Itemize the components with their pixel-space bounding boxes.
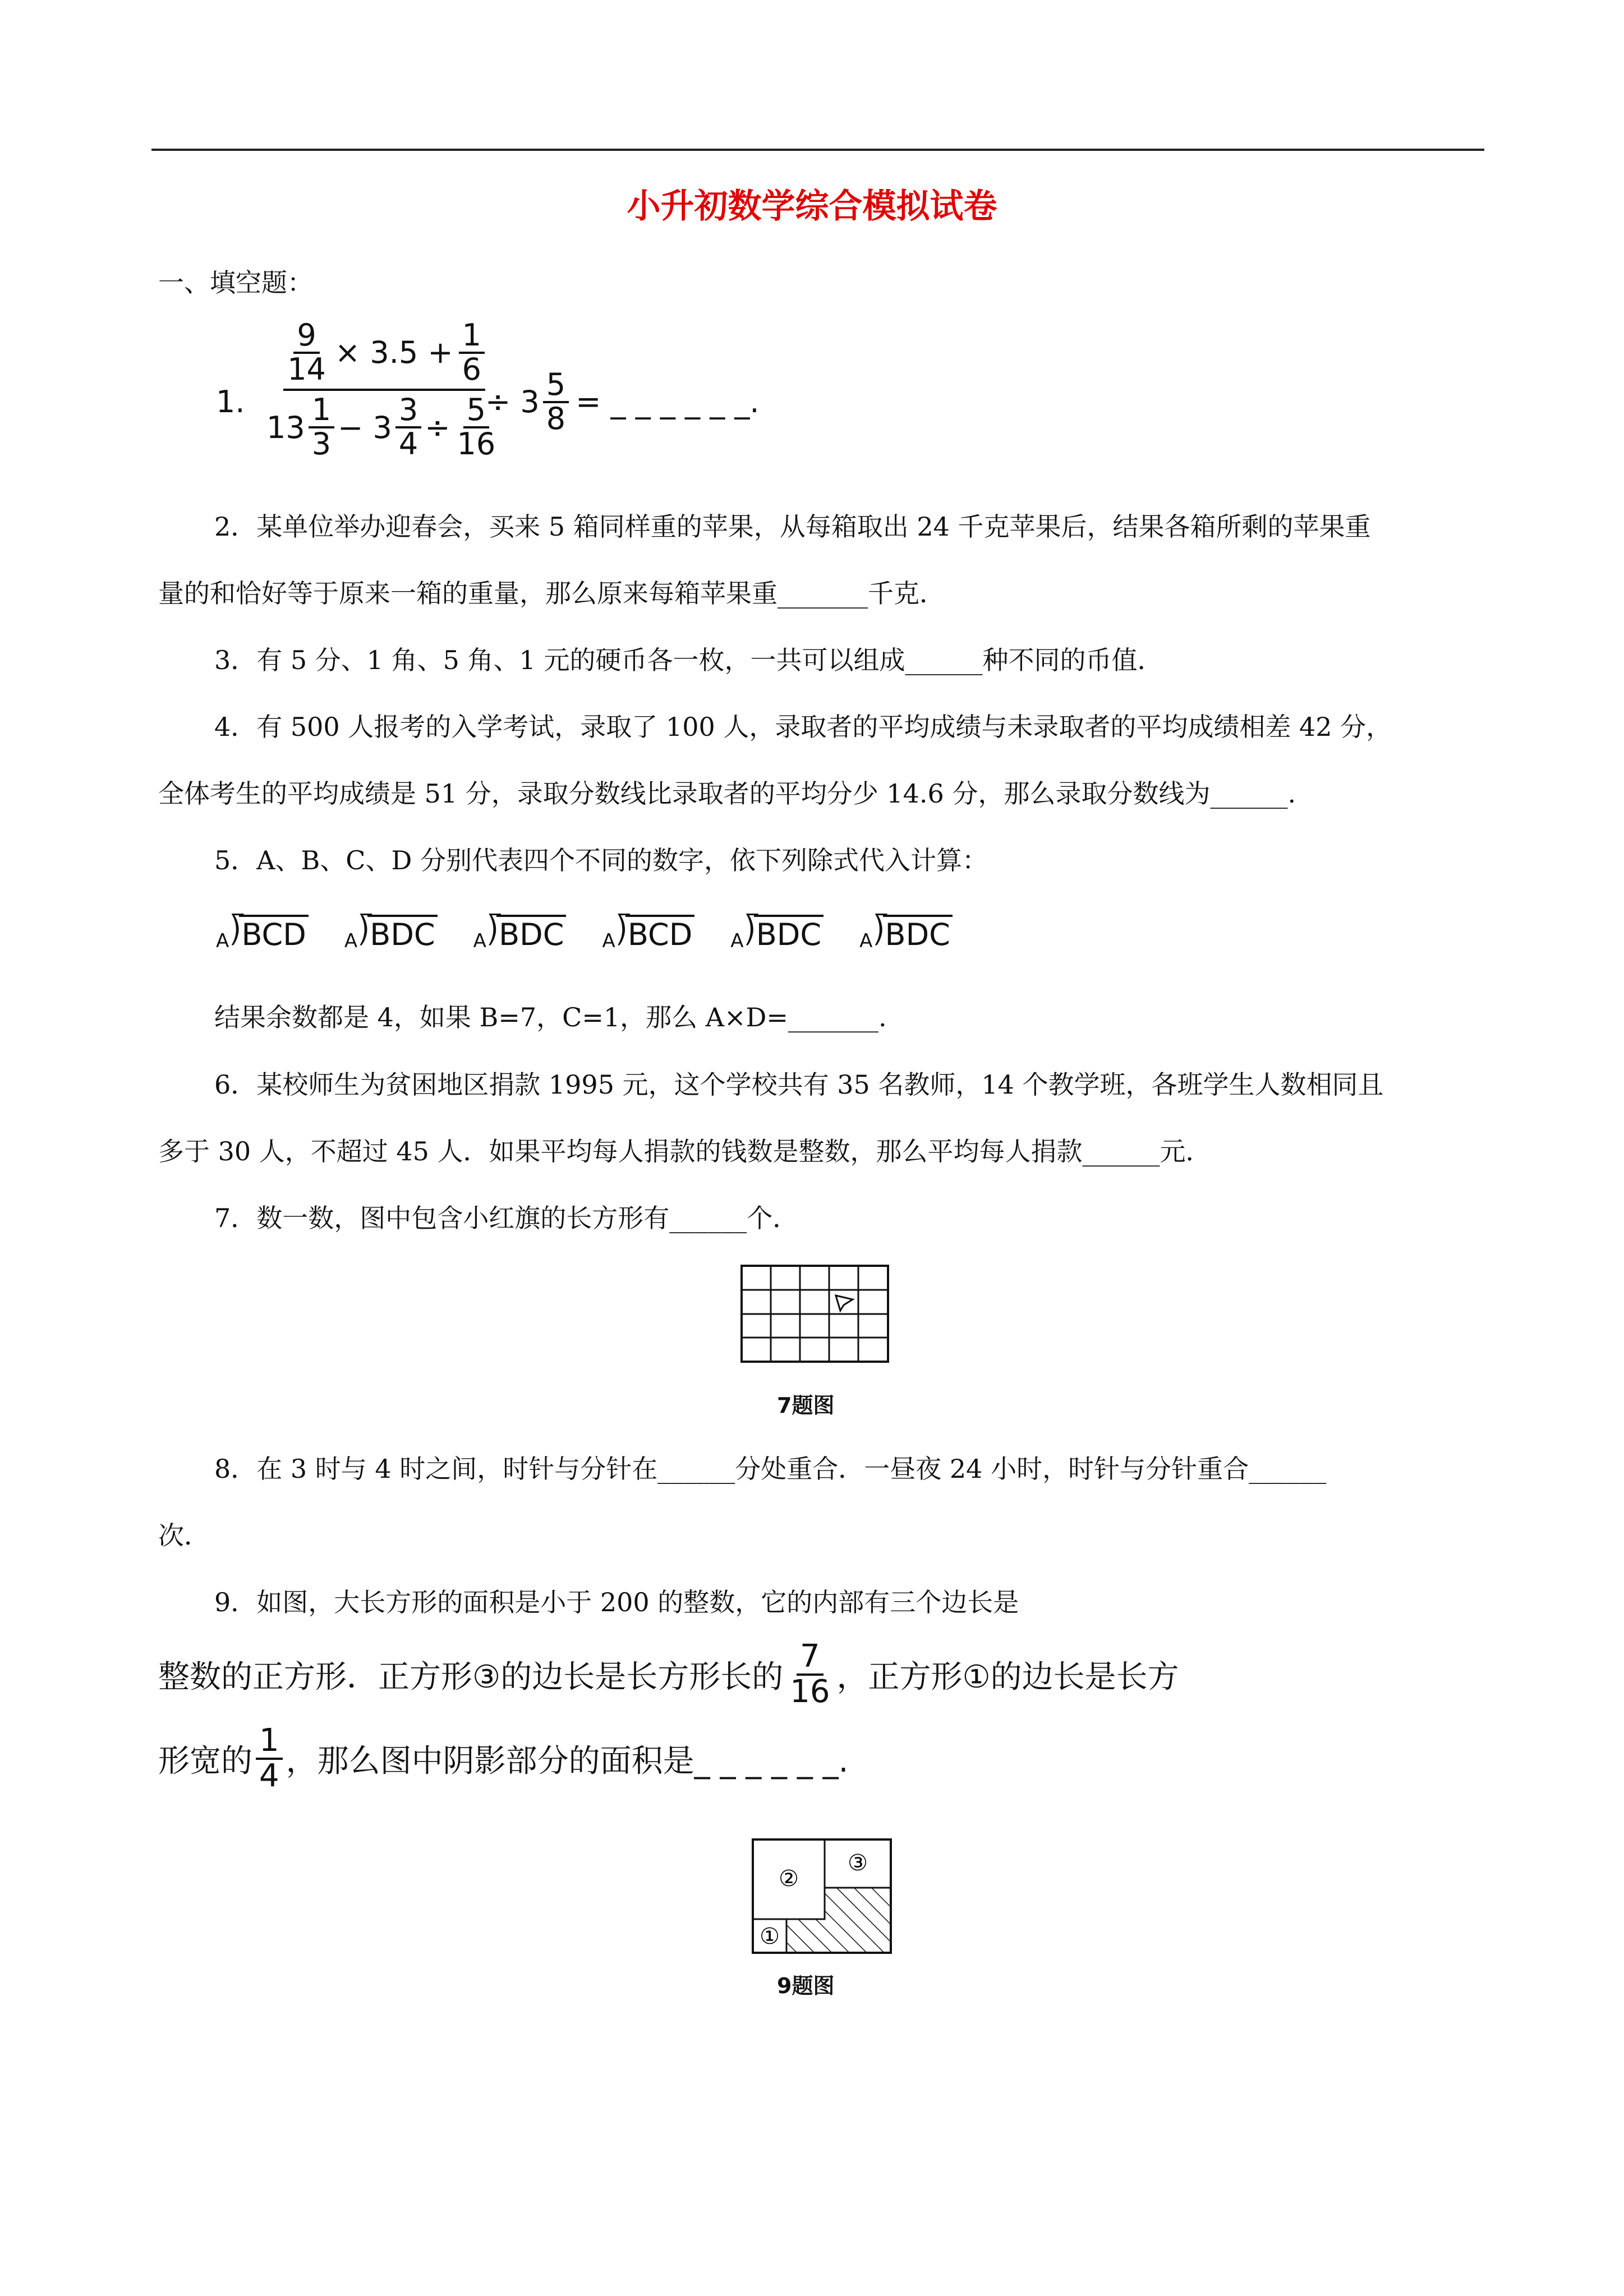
square-3-label: ③	[848, 1850, 868, 1876]
q9-line-1: 9．如图，大长方形的面积是小于 200 的整数，它的内部有三个边长是	[214, 1587, 1019, 1617]
q7-grid-figure	[740, 1265, 889, 1363]
page-title: 小升初数学综合模拟试卷	[627, 187, 997, 226]
q1-number: 1.	[216, 384, 245, 419]
square-1-label: ①	[760, 1924, 780, 1949]
red-flag-icon	[836, 1295, 853, 1311]
question-4	[158, 694, 1484, 827]
q1-denominator: 13 $\frac{1}{3}$ − 3 $\frac{3}{4}$ ÷ $\frac{5}{16}$	[266, 391, 502, 460]
q1-tail: ÷ 3 $\frac{5}{8}$ = _ _ _ _ _ _.	[485, 367, 760, 436]
division-bracket-icon: ⟌	[744, 913, 758, 952]
q2-line-1: 2．某单位举办迎春会，买来 5 箱同样重的苹果，从每箱取出 24 千克苹果后，结果各箱所剩的苹果重	[214, 511, 1371, 542]
question-8	[158, 1436, 1484, 1569]
q1-big-fraction	[266, 317, 502, 462]
q8-line-2: 次．	[158, 1520, 210, 1551]
header-rule	[151, 149, 1484, 151]
q5-line-2: 结果余数都是 4，如果 B=7，C=1，那么 A×D=_______.	[214, 1002, 887, 1032]
question-7	[158, 1185, 1484, 1252]
q5-long-division: A ⟌ BDC	[730, 913, 823, 952]
question-1	[216, 317, 777, 488]
q5-long-division: A ⟌ BCD	[602, 913, 694, 952]
q9-frac-7-16: $\frac{7}{16}$	[790, 1638, 830, 1710]
q8-line-1: 8．在 3 时与 4 时之间，时针与分针在______分处重合．一昼夜 24 小时，时针与分针重合______	[214, 1454, 1327, 1484]
question-9	[158, 1569, 1484, 1636]
shaded-region	[786, 1888, 891, 1953]
q1-frac-1-6: $\frac{1}{6}$	[459, 320, 485, 385]
q4-line-1: 4．有 500 人报考的入学考试，录取了 100 人，录取者的平均成绩与未录取者的平均成绩相差 42 分，	[214, 712, 1392, 742]
q9-caption: 9题图	[777, 1974, 835, 1998]
question-6	[158, 1052, 1484, 1185]
q1-frac-9-14: $\frac{9}{14}$	[287, 317, 326, 387]
q1-frac-5-16: $\frac{5}{16}$	[457, 392, 496, 462]
q6-line-2: 多于 30 人，不超过 45 人．如果平均每人捐款的钱数是整数，那么平均每人捐款______元．	[158, 1136, 1212, 1167]
q4-line-2: 全体考生的平均成绩是 51 分，录取分数线比录取者的平均分少 14.6 分，那么录取分数线为______.	[158, 778, 1296, 809]
q1-frac-5-8: $\frac{5}{8}$	[543, 369, 569, 435]
division-bracket-icon: ⟌	[230, 913, 244, 952]
question-5	[158, 827, 1484, 894]
q2-line-2: 量的和恰好等于原来一箱的重量，那么原来每箱苹果重_______千克．	[158, 578, 945, 608]
question-3	[158, 627, 1484, 694]
q9-line-2: 整数的正方形．正方形③的边长是长方形长的 $\frac{7}{16}$ ，正方形①的边长是长方	[158, 1638, 1179, 1710]
q1-frac-1-3: $\frac{1}{3}$	[309, 394, 334, 460]
q5-result	[158, 984, 1484, 1051]
q1-frac-3-4: $\frac{3}{4}$	[395, 394, 421, 460]
q1-answer-blank: = _ _ _ _ _ _.	[576, 384, 760, 420]
q5-line-1: 5．A、B、C、D 分别代表四个不同的数字，依下列除式代入计算：	[214, 845, 988, 875]
q5-long-division: A ⟌ BDC	[859, 913, 953, 952]
division-bracket-icon: ⟌	[487, 913, 502, 952]
q9-frac-1-4: $\frac{1}{4}$	[256, 1725, 283, 1793]
q5-division-row	[216, 913, 953, 952]
q5-long-division: A ⟌ BDC	[473, 913, 567, 952]
q9-line-3: 形宽的 $\frac{1}{4}$ ，那么图中阴影部分的面积是_ _ _ _ _ _.	[158, 1722, 849, 1794]
q9-rectangle-figure	[752, 1838, 892, 1954]
division-bracket-icon: ⟌	[873, 913, 887, 952]
q1-numerator: $\frac{9}{14}$ × 3.5 + $\frac{1}{6}$	[275, 320, 494, 389]
division-bracket-icon: ⟌	[358, 913, 372, 952]
section-heading: 一、填空题：	[158, 268, 313, 298]
q5-long-division: A ⟌ BCD	[216, 913, 309, 952]
q3-line-1: 3．有 5 分、1 角、5 角、1 元的硬币各一枚，一共可以组成______种不同的币值．	[214, 645, 1163, 675]
q6-line-1: 6．某校师生为贫困地区捐款 1995 元，这个学校共有 35 名教师，14 个教学班，各班学生人数相同且	[214, 1069, 1384, 1100]
q7-line-1: 7．数一数，图中包含小红旗的长方形有______个．	[214, 1203, 799, 1233]
question-2	[158, 494, 1484, 627]
square-2-label: ②	[779, 1866, 799, 1892]
q5-long-division: A ⟌ BDC	[344, 913, 438, 952]
division-bracket-icon: ⟌	[616, 913, 630, 952]
q7-caption: 7题图	[777, 1393, 835, 1418]
